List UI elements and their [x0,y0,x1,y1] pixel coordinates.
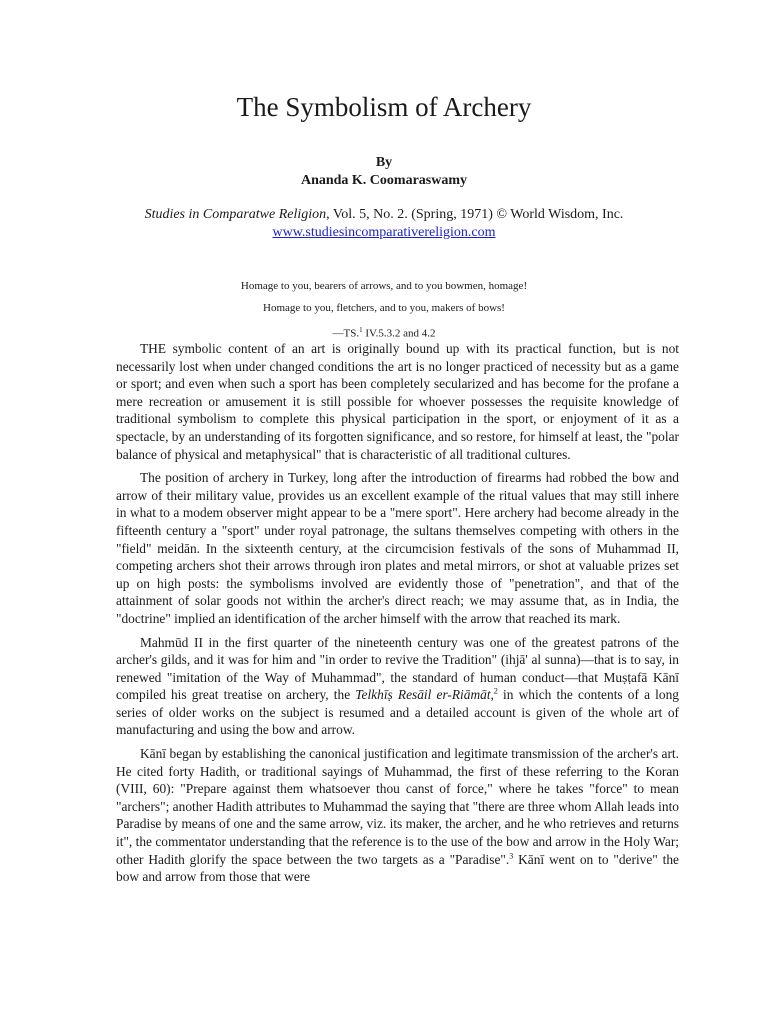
body-text [116,340,679,892]
paragraph-4-text-b: Kānī went on to "derive" the bow and arrow from those that were [116,851,679,885]
paragraph-2: The position of archery in Turkey, long after the introduction of firearms had robbed the bow and arrow of their military value, provides us an excellent example of the ritual values that may still inhere in what to a modem observer might appear to be a "mere sport". Here archery had become already in the fifteenth century a "sport" under royal patronage, the sultans themselves competing with others in the "field" meidān. In the sixteenth century, at the circumcision festivals of the sons of Muhammad II, competing archers shot their arrows through iron plates and metal mirrors, or shot at valuable prizes set up on high posts: the symbolisms involved are evidently those of "penetration", and that of the attainment of solar goods not within the archer's direct reach; we may assume that, as in India, the "doctrine" implied an identification of the archer himself with the arrow that reached its mark. [116,470,679,626]
journal-website-link[interactable]: www.studiesincomparativereligion.com [272,225,496,240]
epigraph-line-1: Homage to you, bearers of arrows, and to you bowmen, homage! [240,280,528,292]
document-title: The Symbolism of Archery [236,92,532,122]
by-label: By [375,155,393,170]
paragraph-3: Mahmūd II in the first quarter of the nineteenth century was one of the greatest patrons of the archer's gilds, and it was for him and "in order to revive the Tradition" (ihjā' al sunna)—that is to say, in renewed "imitation of the Way of Muhammad", the standard of human conduct—that Muṣṭafā Kānī compiled his great treatise on archery, the Telkhīṣ Resāil er-Riāmāt,$^2$ in which the contents of a long series of older works on the subject is resumed and a detailed account is given of the whole art of manufacturing and using the bow and arrow. [116,634,679,738]
citation-line [0,206,768,224]
epigraph-source-prefix: —TS. [332,327,360,340]
author-name: Ananda K. Coomaraswamy [300,173,468,188]
paragraph-3-text-b: in which the contents of a long series of older works on the subject is resumed and a detailed account is given of the whole art of manufacturing and using the bow and arrow. [116,687,679,738]
footnote-ref-2[interactable]: 2 [493,686,498,696]
treatise-title: Telkhīṣ Resāil er-Riāmāt [355,687,491,703]
epigraph [0,275,768,345]
epigraph-source-ref: IV.5.3.2 and 4.2 [362,327,436,340]
citation [0,206,768,242]
paragraph-4-text-a: Kānī began by establishing the canonical justification and legitimate transmission of the archer's art. He cited forty Hadith, or traditional sayings of Muhammad, the first of these referring to the Koran (VIII, 60): "Prepare against them whatsoever thou canst of force," where he takes "force" to mean "archers"; another Hadith attributes to Muhammad the saying that "there are three whom Allah leads into Paradise by means of one and the same arrow, viz. its maker, the archer, and he who retrieves and returns it", the commentator understanding that the reference is to the use of the bow and arrow in the Holy War; other Hadith glorify the space between the two targets as a "Paradise". [116,746,679,867]
citation-details: , Vol. 5, No. 2. (Spring, 1971) © World Wisdom, Inc. [326,207,624,222]
epigraph-line-2: Homage to you, fletchers, and to you, makers of bows! [263,302,505,314]
footnote-ref-3[interactable]: 3 [509,851,514,861]
paragraph-3-text-a: Mahmūd II in the first quarter of the nineteenth century was one of the greatest patrons of the archer's gilds, and it was for him and "in order to revive the Tradition" (ihjā' al sunna)—that is to say, in renewed "imitation of the Way of Muhammad", the standard of human conduct—that Muṣṭafā Kānī compiled his great treatise on archery, the [116,634,679,703]
paragraph-1: THE symbolic content of an art is originally bound up with its practical function, but is not necessarily lost when under changed conditions the art is no longer practiced of necessity but as a game or sport; and even when such a sport has been completely secularized and has become for the profane a mere recreation or amusement it is still possible for whoever possesses the requisite knowledge of traditional symbolism to complete this physical participation in the sport, or enjoyment of it as a spectacle, by an understanding of its forgotten significance, and so restore, for himself at least, the "polar balance of physical and metaphysical" that is characteristic of all traditional cultures. [116,341,679,462]
journal-name: Studies in Comparatwe Religion [144,207,327,222]
paragraph-4 [116,745,679,886]
footnote-ref-1[interactable]: 1 [359,326,363,334]
byline [0,154,768,190]
